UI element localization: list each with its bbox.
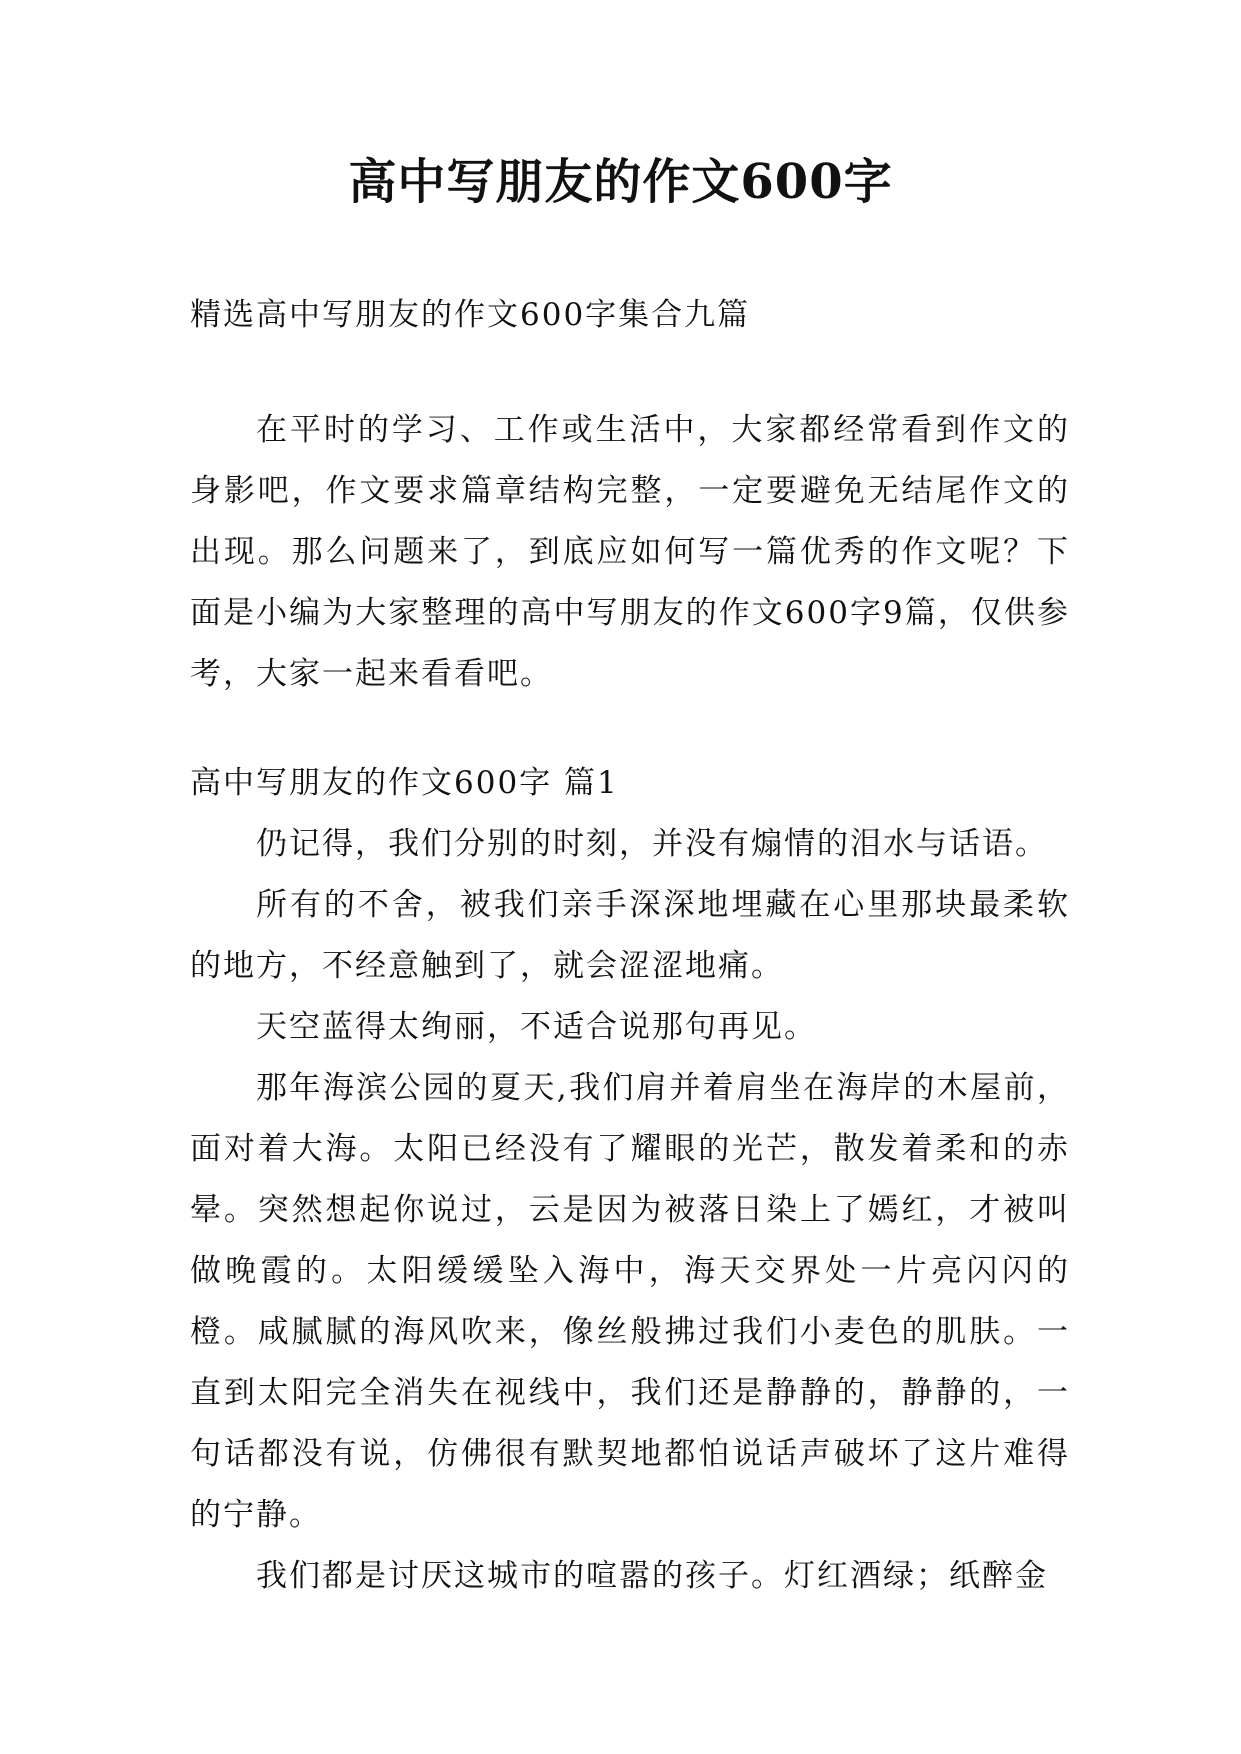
paragraph: 所有的不舍，被我们亲手深深地埋藏在心里那块最柔软的地方，不经意触到了，就会涩涩地痛。 — [190, 887, 1070, 984]
document-title: 高中写朋友的作文600字 — [348, 154, 893, 210]
intro-block — [190, 400, 1070, 705]
paragraph: 我们都是讨厌这城市的喧嚣的孩子。灯红酒绿；纸醉金 — [256, 1558, 1048, 1594]
paragraph: 那年海滨公园的夏天,我们肩并着肩坐在海岸的木屋前，面对着大海。太阳已经没有了耀眼的光芒，散发着柔和的赤晕。突然想起你说过，云是因为被落日染上了嫣红，才被叫做晚霞的。太阳缓缓坠入海中，海天交界处一片亮闪闪的橙。咸腻腻的海风吹来，像丝般拂过我们小麦色的肌肤。一直到太阳完全消失在视线中，我们还是静静的，静静的，一句话都没有说，仿佛很有默契地都怕说话声破坏了这片难得的宁静。 — [190, 1070, 1070, 1533]
paragraph: 仍记得，我们分别的时刻，并没有煽情的泪水与话语。 — [256, 826, 1048, 862]
paragraph: 天空蓝得太绚丽，不适合说那句再见。 — [256, 1009, 817, 1045]
document-subtitle: 精选高中写朋友的作文600字集合九篇 — [190, 297, 751, 333]
article-section-1 — [190, 753, 1070, 1607]
section-heading: 高中写朋友的作文600字 篇1 — [190, 765, 619, 801]
intro-paragraph: 在平时的学习、工作或生活中，大家都经常看到作文的身影吧，作文要求篇章结构完整，一定要避免无结尾作文的出现。那么问题来了，到底应如何写一篇优秀的作文呢？下面是小编为大家整理的高中写朋友的作文600字9篇，仅供参考，大家一起来看看吧。 — [190, 412, 1070, 692]
